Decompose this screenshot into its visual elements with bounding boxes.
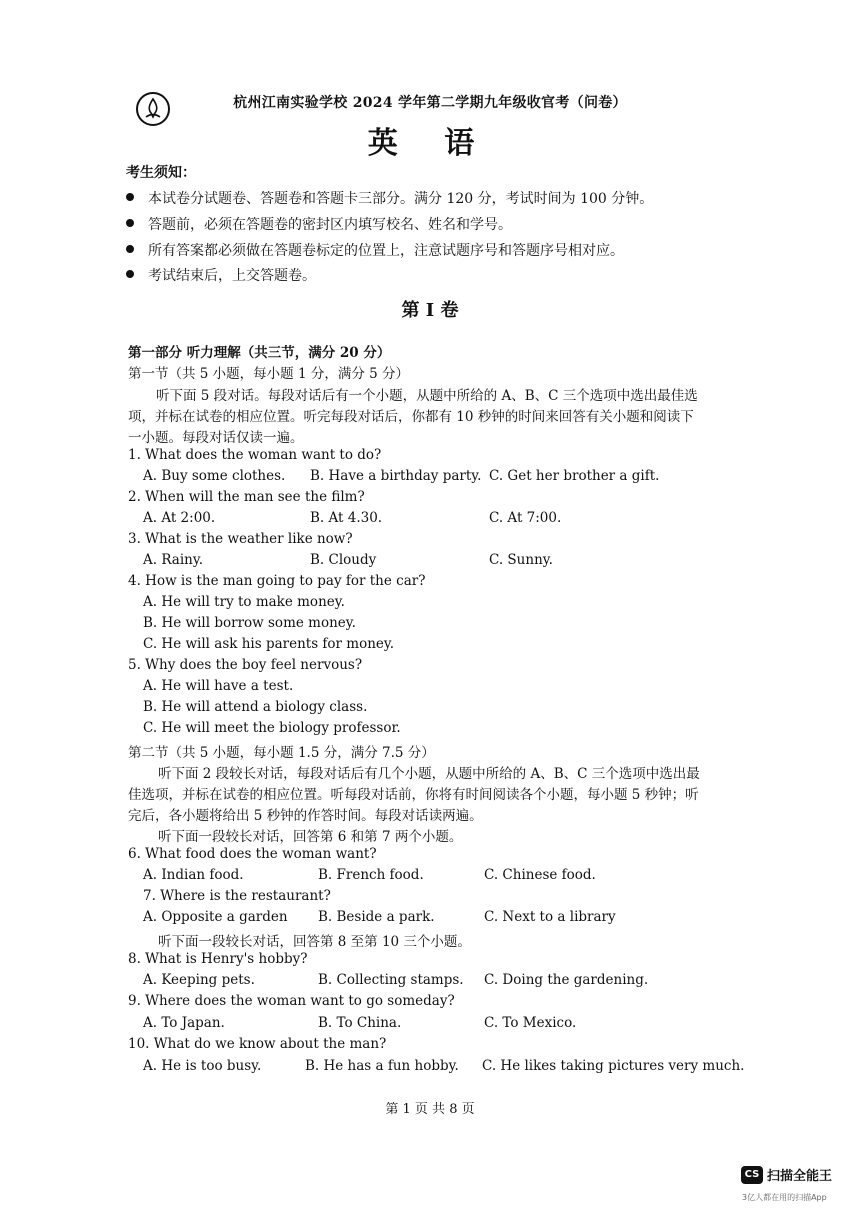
option-c: C. He will meet the biology professor. — [143, 720, 401, 736]
option-a: A. Indian food. — [143, 867, 244, 883]
dialog-note: 听下面一段较长对话，回答第 8 至第 10 三个小题。 — [158, 934, 471, 950]
option-a: A. To Japan. — [143, 1015, 225, 1031]
option-a: A. Rainy. — [143, 552, 203, 568]
scanner-tagline: 3亿人都在用的扫描App — [742, 1193, 827, 1202]
option-b: B. Cloudy — [310, 552, 377, 568]
question-text: 8. What is Henry's hobby? — [128, 951, 308, 967]
option-a: A. He will try to make money. — [143, 594, 345, 610]
question-text: 3. What is the weather like now? — [128, 531, 353, 547]
dialog-note: 听下面一段较长对话，回答第 6 和第 7 两个小题。 — [158, 829, 463, 845]
question-text: 10. What do we know about the man? — [128, 1036, 387, 1052]
notice-rule: 本试卷分试题卷、答题卷和答题卡三部分。满分 120 分，考试时间为 100 分钟。 — [126, 188, 653, 208]
bullet-icon — [126, 270, 134, 278]
notice-rule: 所有答案都必须做在答题卷标定的位置上，注意试题序号和答题序号相对应。 — [126, 240, 624, 260]
section1-title: 第一节（共 5 小题，每小题 1 分，满分 5 分） — [128, 366, 410, 382]
option-c: C. Next to a library — [484, 909, 616, 925]
section1-instruction: 一小题。每段对话仅读一遍。 — [128, 430, 304, 446]
option-b: B. Beside a park. — [318, 909, 435, 925]
option-c: C. He will ask his parents for money. — [143, 636, 395, 652]
option-b: B. Collecting stamps. — [318, 972, 464, 988]
option-c: C. Chinese food. — [484, 867, 596, 883]
volume-title: 第 I 卷 — [401, 300, 459, 321]
option-b: B. To China. — [318, 1015, 402, 1031]
option-c: C. To Mexico. — [484, 1015, 577, 1031]
question-text: 5. Why does the boy feel nervous? — [128, 657, 363, 673]
notice-rule: 答题前，必须在答题卷的密封区内填写校名、姓名和学号。 — [126, 214, 512, 234]
section2-title: 第二节（共 5 小题，每小题 1.5 分，满分 7.5 分） — [128, 745, 435, 761]
question-text: 4. How is the man going to pay for the car? — [128, 573, 426, 589]
option-b: B. He will borrow some money. — [143, 615, 356, 631]
option-a: A. He will have a test. — [143, 678, 294, 694]
option-a: A. At 2:00. — [143, 510, 216, 526]
option-c: C. Doing the gardening. — [484, 972, 649, 988]
section2-instruction: 完后，各小题将给出 5 秒钟的作答时间。每段对话读两遍。 — [128, 808, 483, 824]
section2-instruction: 听下面 2 段较长对话，每段对话后有几个小题，从题中所给的 A、B、C 三个选项中选出最 — [158, 766, 700, 782]
question-text: 2. When will the man see the film? — [128, 489, 365, 505]
scanner-app-name: 扫描全能王 — [767, 1169, 833, 1184]
question-text: 9. Where does the woman want to go someday? — [128, 993, 455, 1009]
exam-header-title: 杭州江南实验学校 2024 学年第二学期九年级收官考（问卷） — [233, 95, 627, 111]
question-text: 1. What does the woman want to do? — [128, 447, 382, 463]
option-a: A. Buy some clothes. — [143, 468, 286, 484]
option-c: C. He likes taking pictures very much. — [482, 1058, 745, 1074]
option-b: B. At 4.30. — [310, 510, 383, 526]
bullet-icon — [126, 219, 134, 227]
camscanner-logo-icon: CS — [741, 1166, 763, 1184]
option-a: A. Keeping pets. — [143, 972, 255, 988]
notice-rule: 考试结束后，上交答题卷。 — [126, 265, 316, 285]
option-c: C. Sunny. — [489, 552, 553, 568]
section1-instruction: 听下面 5 段对话。每段对话后有一个小题，从题中所给的 A、B、C 三个选项中选出最佳选 — [156, 388, 698, 404]
option-c: C. At 7:00. — [489, 510, 562, 526]
question-text: 6. What food does the woman want? — [128, 846, 377, 862]
question-text: 7. Where is the restaurant? — [143, 888, 331, 904]
part1-title: 第一部分 听力理解（共三节，满分 20 分） — [128, 345, 391, 361]
option-b: B. Have a birthday party. — [310, 468, 482, 484]
option-a: A. Opposite a garden — [143, 909, 288, 925]
subject-title: 英 语 — [367, 126, 493, 161]
option-c: C. Get her brother a gift. — [489, 468, 660, 484]
page-number: 第 1 页 共 8 页 — [385, 1102, 475, 1117]
option-b: B. He has a fun hobby. — [305, 1058, 459, 1074]
notice-title: 考生须知： — [126, 165, 196, 181]
section1-instruction: 项，并标在试卷的相应位置。听完每段对话后，你都有 10 秒钟的时间来回答有关小题和阅读下 — [128, 409, 694, 425]
bullet-icon — [126, 245, 134, 253]
option-b: B. He will attend a biology class. — [143, 699, 368, 715]
option-a: A. He is too busy. — [143, 1058, 262, 1074]
section2-instruction: 佳选项，并标在试卷的相应位置。听每段对话前，你将有时间阅读各个小题，每小题 5 秒钟；听 — [128, 787, 699, 803]
bullet-icon — [126, 193, 134, 201]
option-b: B. French food. — [318, 867, 424, 883]
